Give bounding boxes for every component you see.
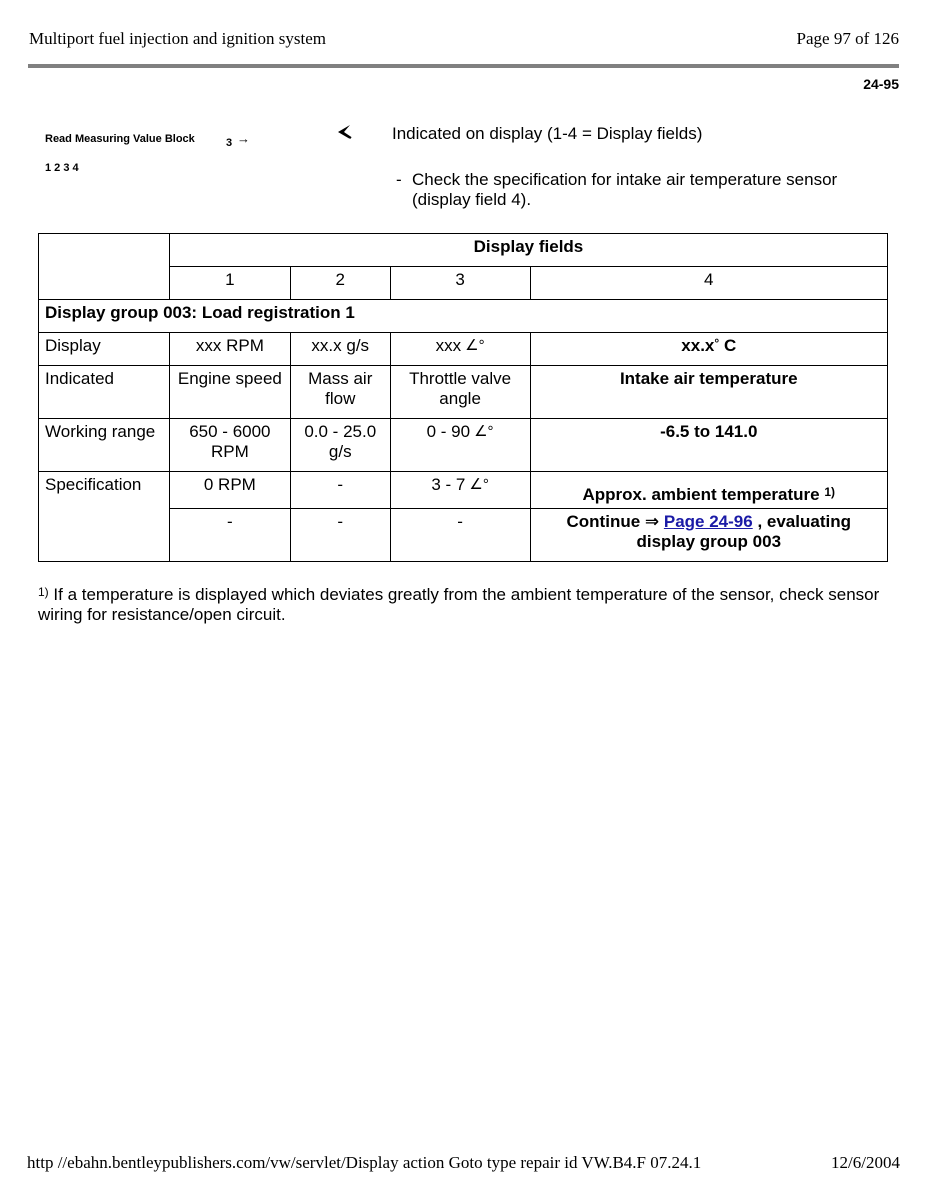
spec-field-3-value: 3 - 7 xyxy=(431,475,466,494)
working-field-3 xyxy=(390,419,530,472)
footnote xyxy=(38,585,894,625)
table-row xyxy=(39,472,888,509)
continue-field-1: - xyxy=(169,509,290,562)
screen-display-group: 3 xyxy=(226,137,233,149)
screen-display-line1: Read Measuring Value Block xyxy=(45,133,195,145)
indicated-on-display-text: Indicated on display (1-4 = Display fields) xyxy=(392,124,703,143)
row-label-working-range: Working range xyxy=(39,419,170,472)
display-field-1: xxx RPM xyxy=(169,333,290,366)
working-field-4: -6.5 to 141.0 xyxy=(530,419,887,472)
indicated-field-1: Engine speed xyxy=(169,366,290,419)
table-row xyxy=(39,333,888,366)
screen-display-line2: 1 2 3 4 xyxy=(45,162,79,174)
check-instruction-text: Check the specification for intake air temperature sensor (display field 4). xyxy=(412,170,838,209)
angle-degree-icon: ∠° xyxy=(469,476,489,493)
spec-field-4 xyxy=(530,472,887,509)
spec-field-2: - xyxy=(290,472,390,509)
continue-text: Continue ⇒ xyxy=(566,512,660,531)
display-field-3-value: xxx xyxy=(435,336,462,355)
working-field-1: 650 - 6000 RPM xyxy=(169,419,290,472)
angle-degree-icon: ∠° xyxy=(465,337,485,354)
footer-url: http //ebahn.bentleypublishers.com/vw/servlet/Display action Goto type repair id VW.B4.F 07.24.1 xyxy=(27,1153,702,1172)
row-label-display: Display xyxy=(39,333,170,366)
footer-date: 12/6/2004 xyxy=(831,1153,900,1172)
page-counter: Page 97 of 126 xyxy=(796,29,899,48)
field-number-3: 3 xyxy=(390,267,530,300)
field-number-4: 4 xyxy=(530,267,887,300)
display-field-3 xyxy=(390,333,530,366)
spec-field-4-text: Approx. ambient temperature xyxy=(582,485,820,504)
field-number-1: 1 xyxy=(169,267,290,300)
footnote-ref: 1) xyxy=(824,485,836,499)
spec-field-3 xyxy=(390,472,530,509)
check-instruction xyxy=(396,170,886,210)
continue-field-2: - xyxy=(290,509,390,562)
spec-field-1: 0 RPM xyxy=(169,472,290,509)
display-group-title: Display group 003: Load registration 1 xyxy=(39,300,888,333)
bullet-dash: - xyxy=(396,170,402,189)
page-number: 24-95 xyxy=(863,76,899,92)
footnote-marker: 1) xyxy=(38,585,49,599)
field-number-2: 2 xyxy=(290,267,390,300)
indicated-field-3: Throttle valve angle xyxy=(390,366,530,419)
display-field-4-unit: C xyxy=(723,336,737,355)
row-label-indicated: Indicated xyxy=(39,366,170,419)
footnote-text: If a temperature is displayed which deviates greatly from the ambient temperature of the sensor, check sensor wiring for resistance/open circuit. xyxy=(38,585,880,624)
display-field-4-value: xx.x xyxy=(681,336,715,355)
display-fields-header: Display fields xyxy=(169,234,887,267)
measuring-value-table xyxy=(38,233,888,562)
display-field-4 xyxy=(530,333,887,366)
angle-degree-icon: ∠° xyxy=(474,423,494,440)
document-title: Multiport fuel injection and ignition system xyxy=(29,29,326,48)
table-row xyxy=(39,366,888,419)
table-corner-cell xyxy=(39,234,170,300)
working-field-2: 0.0 - 25.0 g/s xyxy=(290,419,390,472)
degree-symbol: ° xyxy=(714,336,720,350)
header-divider xyxy=(28,64,899,68)
working-field-3-value: 0 - 90 xyxy=(426,422,471,441)
continue-field-3: - xyxy=(390,509,530,562)
row-label-specification: Specification xyxy=(39,472,170,562)
continue-field-4 xyxy=(530,509,887,562)
display-field-2: xx.x g/s xyxy=(290,333,390,366)
page-24-96-link[interactable]: Page 24-96 xyxy=(663,512,753,531)
page-footer xyxy=(27,1153,900,1173)
indicated-field-2: Mass air flow xyxy=(290,366,390,419)
table-row xyxy=(39,419,888,472)
indicated-field-4: Intake air temperature xyxy=(530,366,887,419)
continue-suffix: , evaluating display group 003 xyxy=(636,512,851,551)
screen-arrow-icon: → xyxy=(237,131,250,146)
pointer-arrow-icon xyxy=(336,122,354,144)
